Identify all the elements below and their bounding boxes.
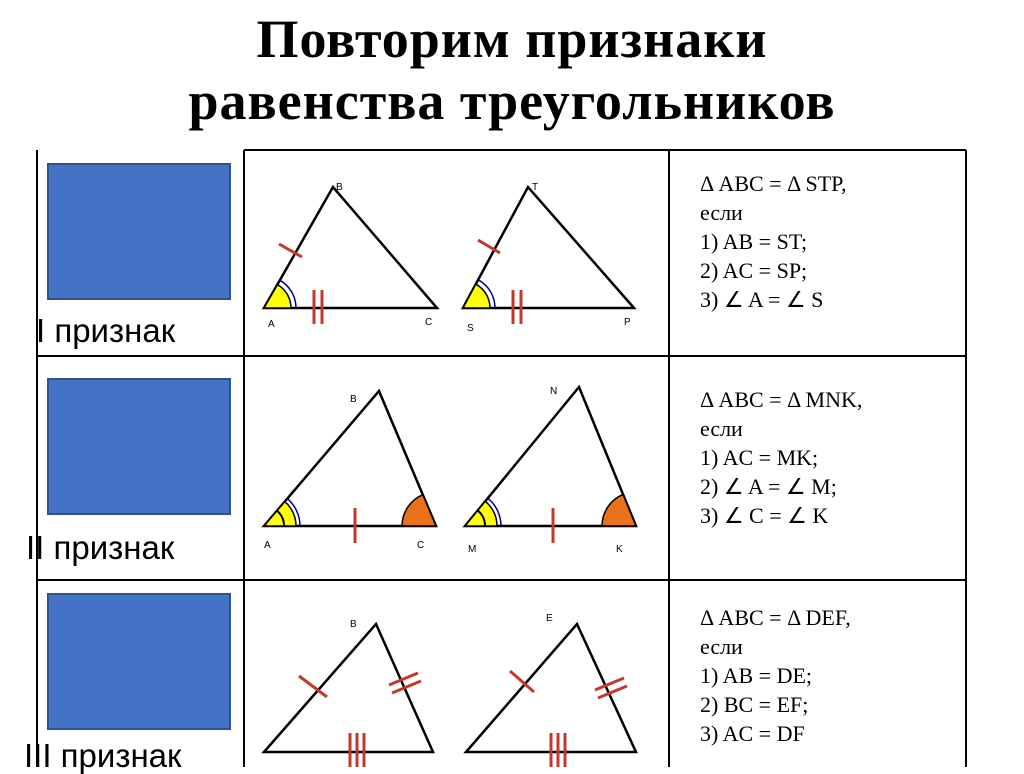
row2-t2-apex-label: N bbox=[550, 386, 558, 397]
row2-triangle1 bbox=[264, 391, 436, 551]
row3-conditions bbox=[700, 603, 851, 748]
row1-triangle2 bbox=[463, 182, 634, 334]
row1-t1-apex-label: B bbox=[336, 182, 343, 193]
row1-cond-3: 2) AC = SP; bbox=[700, 258, 808, 283]
row1-t1-right-label: C bbox=[425, 317, 433, 328]
row3-t2-apex-label: E bbox=[546, 613, 553, 624]
row3-triangle1 bbox=[264, 619, 433, 767]
row2-t1-right-label: C bbox=[417, 540, 425, 551]
row2-conditions bbox=[700, 385, 862, 530]
row2-t2-left-label: M bbox=[468, 544, 477, 555]
row2-label: II признак bbox=[26, 529, 175, 566]
title-line-1: Повторим признаки bbox=[256, 9, 768, 69]
row1-t2-right-label: P bbox=[624, 317, 631, 328]
row1-label: I признак bbox=[36, 312, 176, 349]
row1-t1-left-label: A bbox=[268, 319, 275, 330]
row3-label: III признак bbox=[24, 737, 182, 774]
row1-t2-left-label: S bbox=[467, 323, 474, 334]
row3-cond-0: Δ ABC = Δ DEF, bbox=[700, 605, 851, 630]
row1-cond-1: если bbox=[700, 200, 743, 225]
row2-cond-1: если bbox=[700, 416, 743, 441]
row1-t2-apex-label: T bbox=[532, 182, 539, 193]
row3-t1-apex-label: B bbox=[350, 619, 357, 630]
row3-cond-2: 1) AB = DE; bbox=[700, 663, 813, 688]
row1-cond-2: 1) AB = ST; bbox=[700, 229, 808, 254]
row2-t1-apex-label: B bbox=[350, 394, 357, 405]
row3-cond-1: если bbox=[700, 634, 743, 659]
row2-triangle2 bbox=[465, 386, 636, 555]
row2-cond-3: 2) ∠ A = ∠ M; bbox=[700, 474, 837, 499]
row2-t2-right-label: K bbox=[616, 544, 623, 555]
row3-triangle2 bbox=[466, 613, 636, 767]
row2-cond-4: 3) ∠ C = ∠ K bbox=[700, 503, 829, 528]
row1-triangle1 bbox=[264, 182, 437, 330]
row1-cond-0: Δ ABC = Δ STP, bbox=[700, 171, 847, 196]
row2-cond-0: Δ ABC = Δ MNK, bbox=[700, 387, 863, 412]
row2-cond-2: 1) AC = MK; bbox=[700, 445, 819, 470]
row3-cond-3: 2) BC = EF; bbox=[700, 692, 809, 717]
row1-conditions bbox=[700, 169, 846, 314]
row2-t1-left-label: A bbox=[264, 540, 271, 551]
row3-cond-4: 3) AC = DF bbox=[700, 721, 805, 746]
row1-cond-4: 3) ∠ A = ∠ S bbox=[700, 287, 824, 312]
title-line-2: равенства треугольников bbox=[188, 71, 836, 131]
